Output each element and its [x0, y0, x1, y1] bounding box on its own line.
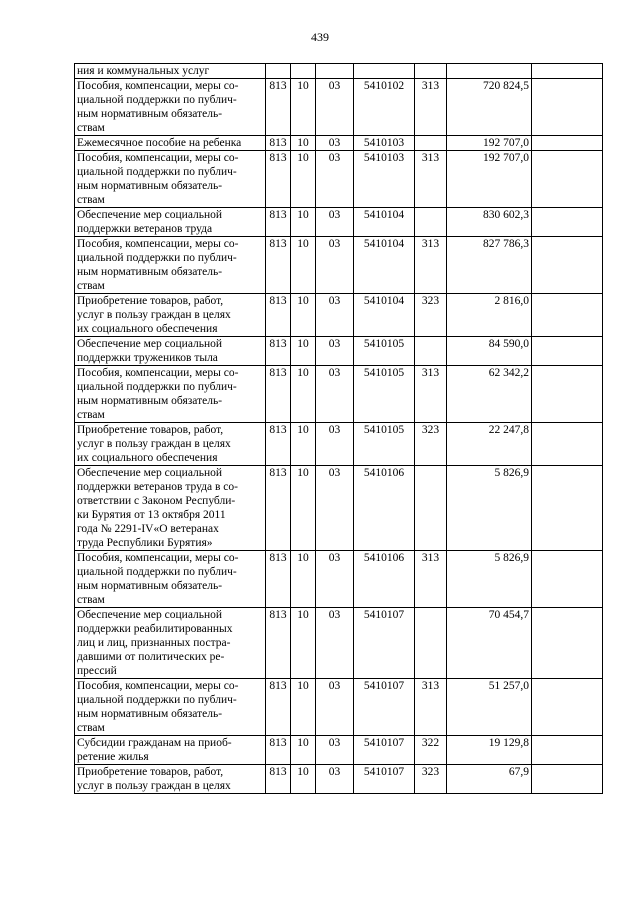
- section-code-cell: 10: [291, 423, 316, 466]
- section-code-cell: 10: [291, 765, 316, 794]
- table-row: [75, 237, 603, 294]
- section-code-cell: 10: [291, 366, 316, 423]
- ministry-code-cell: 813: [266, 337, 291, 366]
- subsection-code-cell: 03: [316, 551, 354, 608]
- item-name-cell: Обеспечение мер социальной поддержки ветеранов труда в со- ответствии с Законом Республи- ки Бурятия от 13 октября 2011 года № 2291-IV«О ветеранах труда Республики Бурятия»: [75, 466, 266, 551]
- page-number: 439: [311, 30, 329, 44]
- extra-cell: [532, 136, 603, 151]
- expense-type-cell: 313: [415, 679, 447, 736]
- ministry-code-cell: 813: [266, 136, 291, 151]
- expense-type-cell: 313: [415, 79, 447, 136]
- ministry-code-cell: 813: [266, 765, 291, 794]
- extra-cell: [532, 551, 603, 608]
- section-code-cell: [291, 64, 316, 79]
- subsection-code-cell: 03: [316, 294, 354, 337]
- table-row: [75, 79, 603, 136]
- target-article-cell: 5410104: [354, 237, 415, 294]
- expense-type-cell: 313: [415, 366, 447, 423]
- extra-cell: [532, 466, 603, 551]
- ministry-code-cell: [266, 64, 291, 79]
- subsection-code-cell: 03: [316, 79, 354, 136]
- extra-cell: [532, 608, 603, 679]
- table-row: [75, 466, 603, 551]
- item-name-cell: Обеспечение мер социальной поддержки тружеников тыла: [75, 337, 266, 366]
- section-code-cell: 10: [291, 551, 316, 608]
- expense-type-cell: 313: [415, 151, 447, 208]
- expense-type-cell: [415, 337, 447, 366]
- budget-table-body: [75, 64, 603, 794]
- amount-cell: 84 590,0: [447, 337, 532, 366]
- subsection-code-cell: 03: [316, 423, 354, 466]
- table-row: [75, 679, 603, 736]
- target-article-cell: 5410106: [354, 551, 415, 608]
- extra-cell: [532, 337, 603, 366]
- item-name-cell: Пособия, компенсации, меры со- циальной поддержки по публич- ным нормативным обязатель- ствам: [75, 237, 266, 294]
- subsection-code-cell: [316, 64, 354, 79]
- amount-cell: [447, 64, 532, 79]
- item-name-cell: Обеспечение мер социальной поддержки ветеранов труда: [75, 208, 266, 237]
- section-code-cell: 10: [291, 79, 316, 136]
- target-article-cell: [354, 64, 415, 79]
- table-row: [75, 765, 603, 794]
- amount-cell: 827 786,3: [447, 237, 532, 294]
- extra-cell: [532, 736, 603, 765]
- item-name-cell: Приобретение товаров, работ, услуг в пользу граждан в целях их социального обеспечения: [75, 423, 266, 466]
- item-name-cell: Обеспечение мер социальной поддержки реабилитированных лиц и лиц, признанных постра- давшими от политических ре- прессий: [75, 608, 266, 679]
- item-name-cell: Субсидии гражданам на приоб- ретение жилья: [75, 736, 266, 765]
- amount-cell: 830 602,3: [447, 208, 532, 237]
- extra-cell: [532, 423, 603, 466]
- table-row: [75, 366, 603, 423]
- amount-cell: 51 257,0: [447, 679, 532, 736]
- expense-type-cell: 313: [415, 551, 447, 608]
- amount-cell: 22 247,8: [447, 423, 532, 466]
- expense-type-cell: [415, 466, 447, 551]
- amount-cell: 19 129,8: [447, 736, 532, 765]
- subsection-code-cell: 03: [316, 151, 354, 208]
- section-code-cell: 10: [291, 679, 316, 736]
- expense-type-cell: 322: [415, 736, 447, 765]
- item-name-cell: Пособия, компенсации, меры со- циальной поддержки по публич- ным нормативным обязатель- ствам: [75, 151, 266, 208]
- extra-cell: [532, 151, 603, 208]
- extra-cell: [532, 208, 603, 237]
- item-name-cell: Ежемесячное пособие на ребенка: [75, 136, 266, 151]
- extra-cell: [532, 237, 603, 294]
- ministry-code-cell: 813: [266, 294, 291, 337]
- budget-table: [74, 63, 603, 794]
- ministry-code-cell: 813: [266, 79, 291, 136]
- extra-cell: [532, 765, 603, 794]
- amount-cell: 5 826,9: [447, 551, 532, 608]
- subsection-code-cell: 03: [316, 466, 354, 551]
- extra-cell: [532, 79, 603, 136]
- subsection-code-cell: 03: [316, 765, 354, 794]
- target-article-cell: 5410105: [354, 423, 415, 466]
- table-row: [75, 337, 603, 366]
- extra-cell: [532, 366, 603, 423]
- item-name-cell: Пособия, компенсации, меры со- циальной поддержки по публич- ным нормативным обязатель- ствам: [75, 366, 266, 423]
- expense-type-cell: 323: [415, 423, 447, 466]
- amount-cell: 192 707,0: [447, 136, 532, 151]
- table-row: [75, 608, 603, 679]
- table-row: [75, 64, 603, 79]
- subsection-code-cell: 03: [316, 136, 354, 151]
- amount-cell: 70 454,7: [447, 608, 532, 679]
- ministry-code-cell: 813: [266, 237, 291, 294]
- section-code-cell: 10: [291, 337, 316, 366]
- item-name-cell: Приобретение товаров, работ, услуг в пользу граждан в целях их социального обеспечения: [75, 294, 266, 337]
- item-name-cell: Приобретение товаров, работ, услуг в пользу граждан в целях: [75, 765, 266, 794]
- subsection-code-cell: 03: [316, 337, 354, 366]
- target-article-cell: 5410102: [354, 79, 415, 136]
- extra-cell: [532, 679, 603, 736]
- target-article-cell: 5410105: [354, 366, 415, 423]
- ministry-code-cell: 813: [266, 551, 291, 608]
- table-row: [75, 136, 603, 151]
- amount-cell: 5 826,9: [447, 466, 532, 551]
- ministry-code-cell: 813: [266, 151, 291, 208]
- amount-cell: 2 816,0: [447, 294, 532, 337]
- subsection-code-cell: 03: [316, 736, 354, 765]
- amount-cell: 67,9: [447, 765, 532, 794]
- expense-type-cell: 313: [415, 237, 447, 294]
- target-article-cell: 5410106: [354, 466, 415, 551]
- ministry-code-cell: 813: [266, 679, 291, 736]
- table-row: [75, 151, 603, 208]
- amount-cell: 192 707,0: [447, 151, 532, 208]
- target-article-cell: 5410103: [354, 136, 415, 151]
- item-name-cell: Пособия, компенсации, меры со- циальной поддержки по публич- ным нормативным обязатель- ствам: [75, 679, 266, 736]
- expense-type-cell: [415, 136, 447, 151]
- table-row: [75, 294, 603, 337]
- table-row: [75, 551, 603, 608]
- table-row: [75, 736, 603, 765]
- extra-cell: [532, 64, 603, 79]
- target-article-cell: 5410107: [354, 608, 415, 679]
- subsection-code-cell: 03: [316, 208, 354, 237]
- subsection-code-cell: 03: [316, 237, 354, 294]
- subsection-code-cell: 03: [316, 608, 354, 679]
- ministry-code-cell: 813: [266, 608, 291, 679]
- section-code-cell: 10: [291, 294, 316, 337]
- ministry-code-cell: 813: [266, 208, 291, 237]
- table-row: [75, 423, 603, 466]
- expense-type-cell: [415, 64, 447, 79]
- expense-type-cell: [415, 208, 447, 237]
- ministry-code-cell: 813: [266, 423, 291, 466]
- subsection-code-cell: 03: [316, 679, 354, 736]
- expense-type-cell: 323: [415, 765, 447, 794]
- target-article-cell: 5410104: [354, 294, 415, 337]
- target-article-cell: 5410107: [354, 765, 415, 794]
- section-code-cell: 10: [291, 151, 316, 208]
- item-name-cell: Пособия, компенсации, меры со- циальной поддержки по публич- ным нормативным обязатель- ствам: [75, 79, 266, 136]
- target-article-cell: 5410105: [354, 337, 415, 366]
- expense-type-cell: 323: [415, 294, 447, 337]
- section-code-cell: 10: [291, 608, 316, 679]
- subsection-code-cell: 03: [316, 366, 354, 423]
- target-article-cell: 5410103: [354, 151, 415, 208]
- ministry-code-cell: 813: [266, 736, 291, 765]
- section-code-cell: 10: [291, 136, 316, 151]
- amount-cell: 62 342,2: [447, 366, 532, 423]
- target-article-cell: 5410107: [354, 736, 415, 765]
- table-row: [75, 208, 603, 237]
- section-code-cell: 10: [291, 466, 316, 551]
- section-code-cell: 10: [291, 208, 316, 237]
- item-name-cell: ния и коммунальных услуг: [75, 64, 266, 79]
- ministry-code-cell: 813: [266, 366, 291, 423]
- target-article-cell: 5410104: [354, 208, 415, 237]
- section-code-cell: 10: [291, 736, 316, 765]
- section-code-cell: 10: [291, 237, 316, 294]
- target-article-cell: 5410107: [354, 679, 415, 736]
- item-name-cell: Пособия, компенсации, меры со- циальной поддержки по публич- ным нормативным обязатель- ствам: [75, 551, 266, 608]
- extra-cell: [532, 294, 603, 337]
- amount-cell: 720 824,5: [447, 79, 532, 136]
- expense-type-cell: [415, 608, 447, 679]
- ministry-code-cell: 813: [266, 466, 291, 551]
